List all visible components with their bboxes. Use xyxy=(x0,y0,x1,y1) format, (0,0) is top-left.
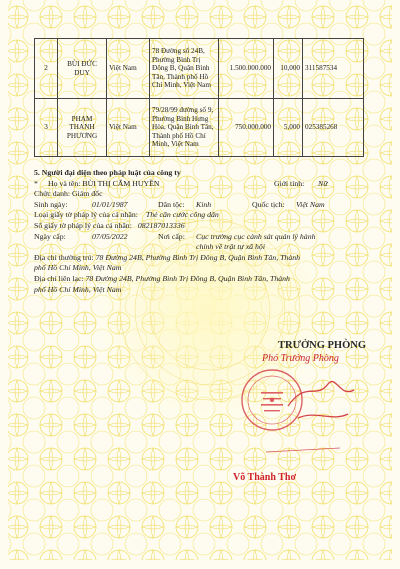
doc-number-row xyxy=(34,221,374,232)
member-name: BÙI ĐỨC DUY xyxy=(58,39,107,99)
signature-subtitle: Phó Trưởng Phòng xyxy=(262,353,339,364)
ethnic-value: Kinh xyxy=(196,199,212,209)
perm-address-value-cont: phố Hồ Chí Minh, Việt Nam xyxy=(34,263,122,273)
row-number: 2 xyxy=(35,39,58,99)
dob-label: Sinh ngày: xyxy=(34,199,68,209)
dob-value: 01/01/1987 xyxy=(92,199,128,209)
title-label: Chức danh: xyxy=(34,189,71,199)
legal-representative-section xyxy=(34,168,374,295)
name-value: BÙI THỊ CẨM HUYỀN xyxy=(82,178,160,188)
doc-number-value: 082187013336 xyxy=(137,220,185,230)
contact-address-value: 78 Đường 24B, Phường Bình Trị Đông B, Quận Bình Tân, Thành xyxy=(85,273,290,283)
member-nationality: Việt Nam xyxy=(107,99,150,157)
member-address: 79/28/99 đường số 9, Phường Bình Hưng Hòa, Quận Bình Tân, Thành phố Hồ Chí Minh, Việt Nam xyxy=(150,99,219,157)
row-number: 3 xyxy=(35,99,58,157)
contact-address-label: Địa chỉ liên lạc: xyxy=(34,273,84,283)
nationality-label: Quốc tịch: xyxy=(252,199,285,209)
title-row xyxy=(34,189,374,200)
member-name: PHẠM THANH PHƯƠNG xyxy=(58,99,107,157)
doc-type-row xyxy=(34,210,374,221)
member-id-number: 025385268 xyxy=(303,99,364,157)
signature-title: TRƯỞNG PHÒNG xyxy=(278,340,366,351)
issue-date-value: 07/05/2022 xyxy=(92,231,128,241)
birth-row xyxy=(34,200,374,211)
member-capital: 1.500.000.000 xyxy=(219,39,274,99)
issue-place-label: Nơi cấp: xyxy=(158,231,185,241)
member-nationality: Việt Nam xyxy=(107,39,150,99)
perm-address-label: Địa chỉ thường trú: xyxy=(34,252,94,262)
member-id-number: 311587534 xyxy=(303,39,364,99)
issue-date-label: Ngày cấp: xyxy=(34,231,66,241)
members-table xyxy=(34,38,364,157)
issue-place-value: Cục trưởng cục cảnh sát quản lý hành xyxy=(196,231,316,241)
member-percent: 10,000 xyxy=(274,39,303,99)
doc-type-label: Loại giấy tờ pháp lý của cá nhân: xyxy=(34,210,138,220)
perm-address-row xyxy=(34,253,374,264)
section-heading: 5. Người đại diện theo pháp luật của công ty xyxy=(34,168,181,177)
issue-row-cont xyxy=(34,242,374,253)
member-percent: 5,000 xyxy=(274,99,303,157)
gender-label: Giới tính: xyxy=(274,178,305,188)
doc-number-label: Số giấy tờ pháp lý của cá nhân: xyxy=(34,220,132,230)
nationality-value: Việt Nam xyxy=(296,199,325,209)
title-value: Giám đốc xyxy=(72,189,103,199)
member-capital: 750.000.000 xyxy=(219,99,274,157)
signature-block xyxy=(228,340,378,483)
member-address: 78 Đường số 24B, Phường Bình Trị Đông B, Quận Bình Tân, Thành phố Hồ Chí Minh, Việt Nam xyxy=(150,39,219,99)
doc-type-value: Thẻ căn cước công dân xyxy=(145,210,219,220)
perm-address-value: 78 Đường 24B, Phường Bình Trị Đông B, Quận Bình Tân, Thành xyxy=(95,252,301,262)
table-row xyxy=(35,99,364,157)
name-row xyxy=(34,179,374,190)
issue-row xyxy=(34,232,374,243)
signer-name: Võ Thành Thơ xyxy=(233,472,296,483)
name-label: Họ và tên: xyxy=(47,178,81,188)
ethnic-label: Dân tộc: xyxy=(158,199,185,209)
contact-address-row xyxy=(34,274,374,285)
contact-address-value-cont: phố Hồ Chí Minh, Việt Nam xyxy=(34,284,122,294)
gender-value: Nữ xyxy=(318,178,328,188)
table-row xyxy=(35,39,364,99)
required-star: * xyxy=(34,178,38,188)
issue-place-value-cont: chính về trật tự xã hội xyxy=(196,242,265,252)
